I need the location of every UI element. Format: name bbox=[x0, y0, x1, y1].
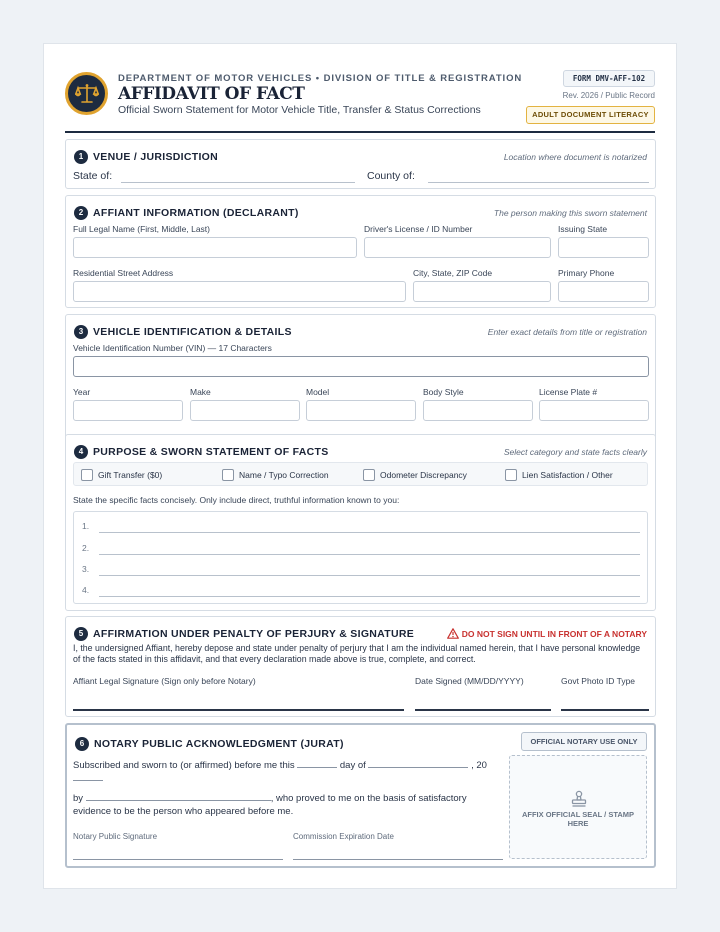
section-title: AFFIANT INFORMATION (DECLARANT) bbox=[93, 207, 299, 219]
photo-id-line[interactable] bbox=[561, 709, 649, 711]
notary-signature-line[interactable] bbox=[73, 859, 283, 860]
option-label: Gift Transfer ($0) bbox=[98, 470, 163, 480]
section-title: NOTARY PUBLIC ACKNOWLEDGMENT (JURAT) bbox=[94, 738, 344, 750]
county-field[interactable] bbox=[428, 182, 649, 183]
checkbox[interactable] bbox=[505, 469, 517, 481]
section-note: Location where document is notarized bbox=[503, 152, 647, 162]
state-label: State of: bbox=[73, 170, 113, 182]
fact-number: 4. bbox=[82, 585, 90, 595]
address-input[interactable] bbox=[73, 281, 406, 302]
header-divider bbox=[65, 131, 655, 133]
option-odometer[interactable] bbox=[363, 468, 467, 482]
city-state-zip-input[interactable] bbox=[413, 281, 551, 302]
issuing-state-input[interactable] bbox=[558, 237, 649, 258]
jurat-line-3: evidence to be the person who appeared before me. bbox=[73, 806, 294, 817]
photo-id-label: Govt Photo ID Type bbox=[561, 676, 636, 686]
license-input[interactable] bbox=[364, 237, 551, 258]
official-use-badge: OFFICIAL NOTARY USE ONLY bbox=[521, 732, 647, 751]
option-gift-transfer[interactable] bbox=[81, 468, 162, 482]
state-field[interactable] bbox=[121, 182, 355, 183]
affiant-signature-line[interactable] bbox=[73, 709, 404, 711]
fact-number: 2. bbox=[82, 543, 90, 553]
vin-input[interactable] bbox=[73, 356, 649, 377]
warning-icon bbox=[447, 628, 459, 639]
body-style-label: Body Style bbox=[423, 387, 464, 397]
commission-expiration-line[interactable] bbox=[293, 859, 503, 860]
section-affiant bbox=[65, 195, 656, 308]
revision-text: Rev. 2026 / Public Record bbox=[562, 91, 655, 100]
section-notary bbox=[65, 723, 656, 868]
full-name-label: Full Legal Name (First, Middle, Last) bbox=[73, 224, 210, 234]
section-note: Enter exact details from title or registration bbox=[487, 327, 647, 337]
jurat-text: day of bbox=[339, 760, 366, 771]
notary-seal-area[interactable] bbox=[509, 755, 647, 859]
plate-input[interactable] bbox=[539, 400, 649, 421]
vin-label: Vehicle Identification Number (VIN) — 17 Characters bbox=[73, 343, 272, 353]
year-label: Year bbox=[73, 387, 91, 397]
phone-input[interactable] bbox=[558, 281, 649, 302]
make-label: Make bbox=[190, 387, 211, 397]
option-label: Lien Satisfaction / Other bbox=[522, 470, 613, 480]
section-affirmation bbox=[65, 616, 656, 717]
date-signed-label: Date Signed (MM/DD/YYYY) bbox=[415, 676, 524, 686]
full-name-input[interactable] bbox=[73, 237, 357, 258]
section-number: 6 bbox=[75, 737, 89, 751]
affidavit-sheet bbox=[43, 43, 677, 889]
option-lien-other[interactable] bbox=[505, 468, 613, 482]
affiant-signature-label: Affiant Legal Signature (Sign only before Notary) bbox=[73, 676, 256, 686]
section-number: 3 bbox=[74, 325, 88, 339]
affirmation-paragraph: I, the undersigned Affiant, hereby depose and state under penalty of perjury that I am the individual named herein, that I have personal knowledge of the facts stated in this affidavit, and that every declaration made above is true, complete, and correct. bbox=[73, 643, 641, 664]
year-input[interactable] bbox=[73, 400, 183, 421]
seal-instruction: AFFIX OFFICIAL SEAL / STAMP HERE bbox=[521, 810, 635, 828]
model-input[interactable] bbox=[306, 400, 416, 421]
section-number: 2 bbox=[74, 206, 88, 220]
jurat-line-2 bbox=[73, 791, 467, 804]
county-label: County of: bbox=[367, 170, 415, 182]
section-title: PURPOSE & SWORN STATEMENT OF FACTS bbox=[93, 446, 329, 458]
fact-number: 1. bbox=[82, 521, 90, 531]
stamp-icon bbox=[570, 790, 588, 808]
section-purpose bbox=[65, 434, 656, 611]
warning-text: DO NOT SIGN UNTIL IN FRONT OF A NOTARY bbox=[461, 628, 647, 639]
section-note: Select category and state facts clearly bbox=[503, 447, 647, 457]
phone-label: Primary Phone bbox=[558, 268, 615, 278]
fact-number: 3. bbox=[82, 564, 90, 574]
month-field[interactable] bbox=[368, 758, 468, 768]
jurat-text: , who proved to me on the basis of satisfactory bbox=[270, 793, 467, 804]
license-label: Driver's License / ID Number bbox=[364, 224, 473, 234]
checkbox[interactable] bbox=[81, 469, 93, 481]
facts-box bbox=[73, 511, 648, 604]
department-line: DEPARTMENT OF MOTOR VEHICLES • DIVISION OF TITLE & REGISTRATION bbox=[118, 73, 523, 84]
make-input[interactable] bbox=[190, 400, 300, 421]
notary-warning bbox=[447, 628, 647, 639]
section-venue bbox=[65, 139, 656, 189]
section-note: The person making this sworn statement bbox=[493, 208, 647, 218]
notary-signature-label: Notary Public Signature bbox=[73, 832, 158, 841]
body-style-input[interactable] bbox=[423, 400, 533, 421]
facts-instruction: State the specific facts concisely. Only include direct, truthful information known to you: bbox=[73, 495, 400, 505]
form-number-badge: FORM DMV-AFF-102 bbox=[563, 70, 655, 87]
plate-label: License Plate # bbox=[539, 387, 598, 397]
section-title: VEHICLE IDENTIFICATION & DETAILS bbox=[93, 326, 292, 338]
section-title: VENUE / JURISDICTION bbox=[93, 151, 219, 163]
fact-line-1[interactable] bbox=[99, 532, 640, 533]
jurat-text: Subscribed and sworn to (or affirmed) before me this bbox=[73, 760, 295, 771]
fact-line-4[interactable] bbox=[99, 596, 640, 597]
option-name-correction[interactable] bbox=[222, 468, 329, 482]
section-number: 4 bbox=[74, 445, 88, 459]
checkbox[interactable] bbox=[222, 469, 234, 481]
section-number: 1 bbox=[74, 150, 88, 164]
literacy-badge: ADULT DOCUMENT LITERACY bbox=[526, 106, 655, 124]
scales-of-justice-icon bbox=[65, 72, 108, 115]
commission-expiration-label: Commission Expiration Date bbox=[293, 832, 394, 841]
fact-line-2[interactable] bbox=[99, 554, 640, 555]
day-field[interactable] bbox=[297, 758, 337, 768]
jurat-line-1 bbox=[73, 758, 487, 771]
fact-line-3[interactable] bbox=[99, 575, 640, 576]
option-label: Odometer Discrepancy bbox=[380, 470, 467, 480]
section-title: AFFIRMATION UNDER PENALTY OF PERJURY & SIGNATURE bbox=[93, 628, 415, 640]
city-state-zip-label: City, State, ZIP Code bbox=[413, 268, 493, 278]
model-label: Model bbox=[306, 387, 330, 397]
jurat-text: by bbox=[73, 793, 84, 804]
affiant-name-field[interactable] bbox=[86, 791, 271, 801]
issuing-state-label: Issuing State bbox=[558, 224, 608, 234]
document-title: AFFIDAVIT OF FACT bbox=[118, 84, 305, 104]
purpose-options bbox=[73, 462, 648, 486]
option-label: Name / Typo Correction bbox=[239, 470, 329, 480]
checkbox[interactable] bbox=[363, 469, 375, 481]
section-number: 5 bbox=[74, 627, 88, 641]
address-label: Residential Street Address bbox=[73, 268, 174, 278]
jurat-text: , 20 bbox=[471, 760, 487, 771]
document-subtitle: Official Sworn Statement for Motor Vehicle Title, Transfer & Status Corrections bbox=[118, 104, 481, 116]
year-field[interactable] bbox=[73, 780, 103, 781]
date-signed-line[interactable] bbox=[415, 709, 551, 711]
